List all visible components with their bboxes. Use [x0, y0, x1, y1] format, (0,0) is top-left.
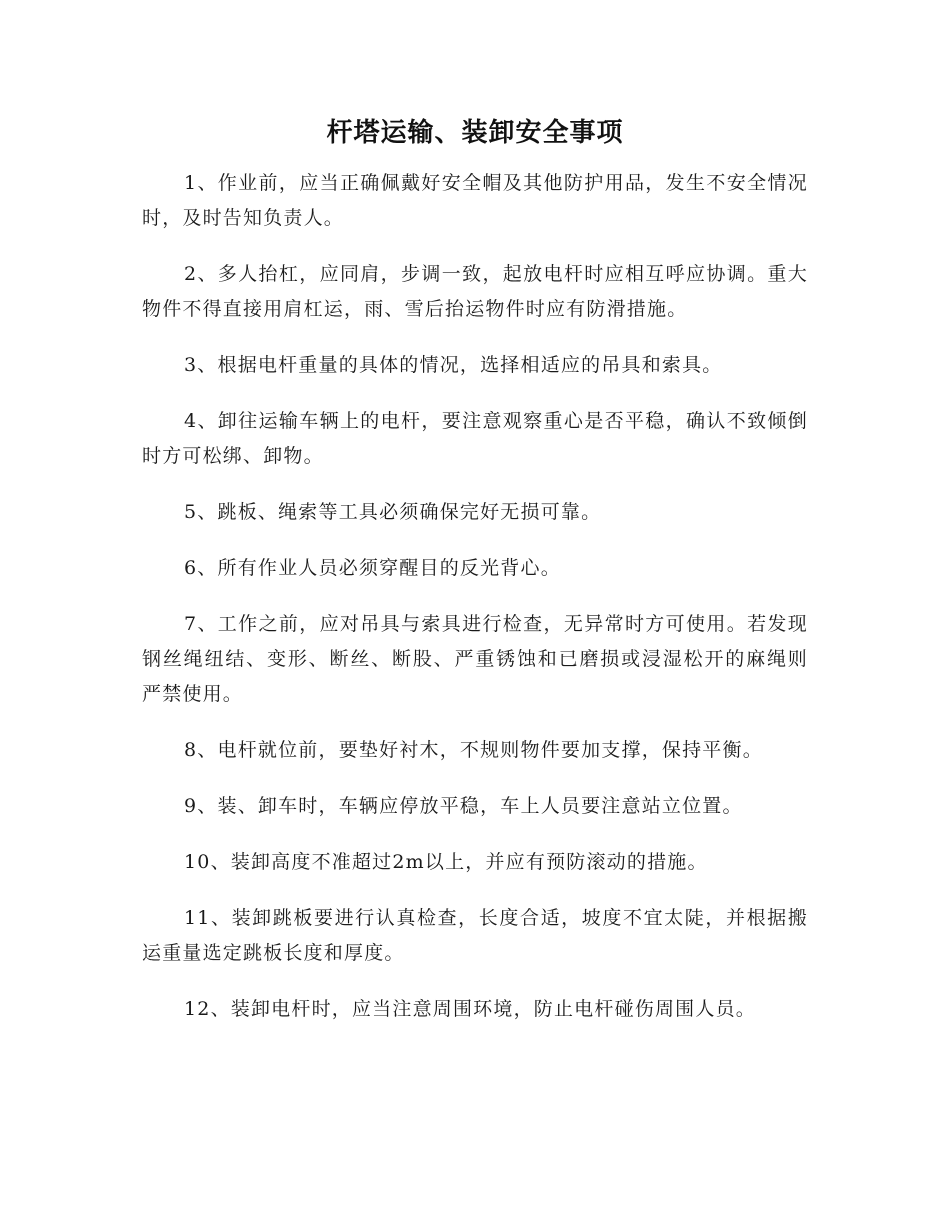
document-title: 杆塔运输、装卸安全事项	[326, 118, 624, 148]
safety-item-5: 5、跳板、绳索等工具必须确保完好无损可靠。	[184, 501, 602, 523]
safety-item-7: 7、工作之前，应对吊具与索具进行检查，无异常时方可使用。若发现钢丝绳纽结、变形、断丝、断股、严重锈蚀和已磨损或浸湿松开的麻绳则严禁使用。	[142, 613, 808, 705]
safety-item-11: 11、装卸跳板要进行认真检查，长度合适，坡度不宜太陡，并根据搬运重量选定跳板长度和厚度。	[142, 907, 808, 964]
document-page	[142, 112, 808, 1048]
safety-item-9: 9、装、卸车时，车辆应停放平稳，车上人员要注意站立位置。	[184, 795, 743, 817]
safety-item-10: 10、装卸高度不准超过2m以上，并应有预防滚动的措施。	[184, 851, 708, 873]
safety-item-2: 2、多人抬杠，应同肩，步调一致，起放电杆时应相互呼应协调。重大物件不得直接用肩杠运，雨、雪后抬运物件时应有防滑措施。	[142, 263, 808, 320]
safety-item-4: 4、卸往运输车辆上的电杆，要注意观察重心是否平稳，确认不致倾倒时方可松绑、卸物。	[142, 410, 808, 467]
safety-item-3: 3、根据电杆重量的具体的情况，选择相适应的吊具和索具。	[184, 354, 723, 376]
safety-item-1: 1、作业前，应当正确佩戴好安全帽及其他防护用品，发生不安全情况时，及时告知负责人。	[142, 172, 808, 229]
safety-item-6: 6、所有作业人员必须穿醒目的反光背心。	[184, 557, 561, 579]
safety-item-8: 8、电杆就位前，要垫好衬木，不规则物件要加支撑，保持平衡。	[184, 739, 763, 761]
safety-item-12: 12、装卸电杆时，应当注意周围环境，防止电杆碰伤周围人员。	[184, 998, 756, 1020]
safety-item-list	[142, 166, 808, 1027]
